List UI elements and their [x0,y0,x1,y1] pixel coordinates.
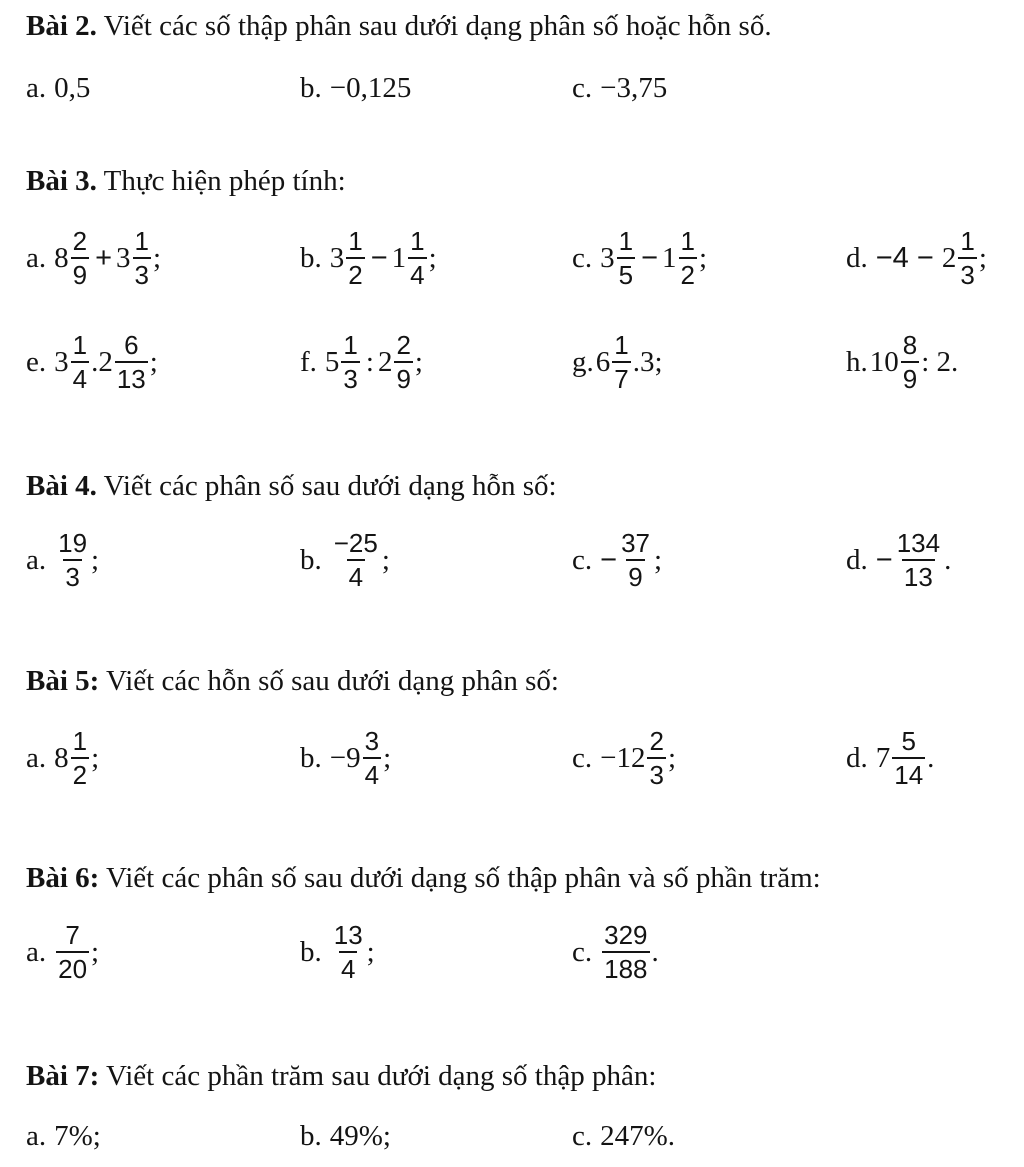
bai5-item-a: a. 8 $\frac{1}{2}$ ; [26,726,100,790]
bai7-item-b: b. 49%; [300,1120,391,1152]
bai3-item-a: a. 8 $\frac{2}{9}$ + 3 $\frac{1}{3}$ ; [26,226,162,290]
bai4-item-d: d. − $\frac{134}{13}$ . [846,528,952,592]
bai4-item-a: a. $\frac{19}{3}$ ; [26,528,100,592]
bai5-item-d: d. 7 $\frac{5}{14}$ . [846,726,935,790]
bai2-item-c: c. −3,75 [572,72,668,104]
bai6-item-b: b. $\frac{13}{4}$ ; [300,920,375,984]
bai6-heading: Bài 6: Viết các phân số sau dưới dạng số thập phân và số phần trăm: [26,862,821,894]
bai3-item-c: c. 3 $\frac{1}{5}$ − 1 $\frac{1}{2}$ ; [572,226,708,290]
bai2-item-a: a. 0,5 [26,72,91,104]
bai3-heading: Bài 3. Thực hiện phép tính: [26,165,346,197]
bai5-item-b: b. −9 $\frac{3}{4}$ ; [300,726,392,790]
bai4-item-c: c. − $\frac{37}{9}$ ; [572,528,663,592]
bai2-heading: Bài 2. Viết các số thập phân sau dưới dạng phân số hoặc hỗn số. [26,10,772,42]
bai6-item-c: c. $\frac{329}{188}$ . [572,920,659,984]
bai3-item-d: d. −4 − 2 $\frac{1}{3}$ ; [846,226,987,290]
bai3-item-h: h. 10 $\frac{8}{9}$ : 2. [846,330,959,394]
bai3-item-g: g. 6 $\frac{1}{7}$ .3; [572,330,663,394]
bai7-item-a: a. 7%; [26,1120,101,1152]
bai4-item-b: b. $\frac{-25}{4}$ ; [300,528,390,592]
bai5-item-c: c. −12 $\frac{2}{3}$ ; [572,726,677,790]
bai3-item-f: f. 5 $\frac{1}{3}$ : 2 $\frac{2}{9}$ ; [300,330,423,394]
bai6-item-a: a. $\frac{7}{20}$ ; [26,920,100,984]
bai3-item-b: b. 3 $\frac{1}{2}$ − 1 $\frac{1}{4}$ ; [300,226,437,290]
bai4-heading: Bài 4. Viết các phân số sau dưới dạng hỗn số: [26,470,557,502]
bai2-item-b: b. −0,125 [300,72,412,104]
bai7-item-c: c. 247%. [572,1120,676,1152]
bai7-heading: Bài 7: Viết các phần trăm sau dưới dạng số thập phân: [26,1060,657,1092]
bai5-heading: Bài 5: Viết các hỗn số sau dưới dạng phân số: [26,665,559,697]
bai3-item-e: e. 3 $\frac{1}{4}$ . 2 $\frac{6}{13}$ ; [26,330,158,394]
